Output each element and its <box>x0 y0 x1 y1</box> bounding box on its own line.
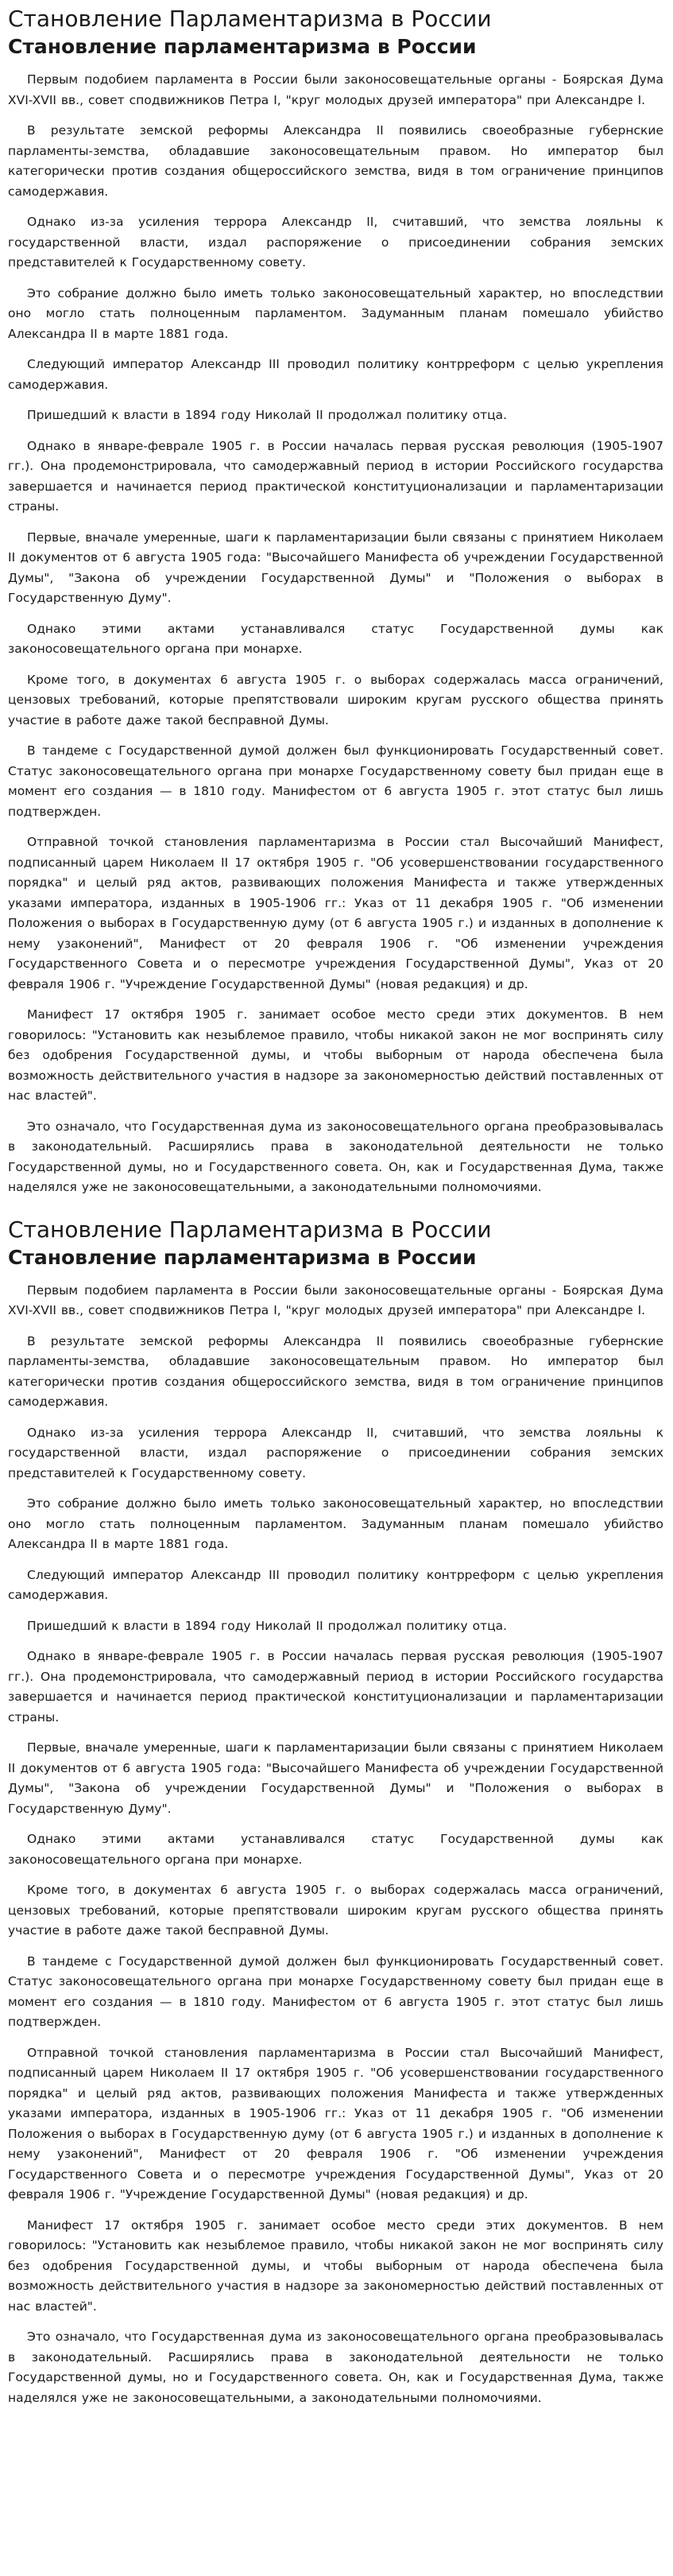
paragraph: Кроме того, в документах 6 августа 1905 г. о выборах содержалась масса ограничений, цензовых требований, которые препятствовали широким кругам русского общества принять участие в работе даже такой бесправной Думы. <box>8 1883 663 1938</box>
paragraph: Пришедший к власти в 1894 году Николай II продолжал политику отца. <box>27 408 508 422</box>
site-title: Становление Парламентаризма в России <box>8 1216 492 1243</box>
paragraph: Следующий император Александр III проводил политику контрреформ с целью укрепления самодержавия. <box>8 1567 663 1602</box>
paragraph: Однако из-за усиления террора Александр II, считавший, что земства лояльны к государственной власти, издал распоряжение о присоединении собрания земских представителей к Государственному совету. <box>8 215 663 270</box>
paragraph: В тандеме с Государственной думой должен был функционировать Государственный совет. Статус законосовещательного органа при монархе Государственному совету был придан еще в момент его создания — в 1810 году. Манифестом от 6 августа 1905 г. этот статус был лишь подтвержден. <box>8 743 663 819</box>
paragraph: Кроме того, в документах 6 августа 1905 г. о выборах содержалась масса ограничений, цензовых требований, которые препятствовали широким кругам русского общества принять участие в работе даже такой бесправной Думы. <box>8 672 663 727</box>
paragraph: Пришедший к власти в 1894 году Николай II продолжал политику отца. <box>27 1618 508 1633</box>
paragraph: Отправной точкой становления парламентаризма в России стал Высочайший Манифест, подписанный царем Николаем II 17 октября 1905 г. "Об усовершенствовании государственного порядка" и целый ряд актов, развивающих положения Манифеста и также утвержденных указами императора, изданных в 1905-1906 гг.: Указ от 11 декабря 1905 г. "Об изменении Положения о выборах в Государственную думу (от 6 августа 1905 г.) и изданных в дополнение к нему узаконений", Манифест от 20 февраля 1906 г. "Об изменении учреждения Государственного Совета и о пересмотре учреждения Государственной Думы", Указ от 20 февраля 1906 г. "Учреждение Государственной Думы" (новая редакция) и др. <box>8 835 663 991</box>
paragraph: Манифест 17 октября 1905 г. занимает особое место среди этих документов. В нем говорилось: "Установить как незыблемое правило, чтобы никакой закон не мог воспринять силу без одобрения Государственной думы, и чтобы выборным от народа обеспечена была возможность действительного участия в надзоре за закономерностью действий поставленных от нас властей". <box>8 2217 663 2314</box>
paragraph: Однако этими актами устанавливался статус Государственной думы как законосовещательного органа при монархе. <box>8 621 663 656</box>
paragraph: Однако из-за усиления террора Александр II, считавший, что земства лояльны к государственной власти, издал распоряжение о присоединении собрания земских представителей к Государственному совету. <box>8 1425 663 1480</box>
article-block-1 <box>8 5 663 1198</box>
paragraph: Первым подобием парламента в России были законосовещательные органы - Боярская Дума XVI-XVII вв., совет сподвижников Петра I, "круг молодых друзей императора" при Александре I. <box>8 72 663 107</box>
paragraph: Первые, вначале умеренные, шаги к парламентаризации были связаны с принятием Николаем II документов от 6 августа 1905 года: "Высочайшего Манифеста об учреждении Государственной Думы", "Закона об учреждении Государственной Думы" и "Положения о выборах в Государственную Думу". <box>8 1740 663 1816</box>
paragraph: Однако в январе-феврале 1905 г. в России началась первая русская революция (1905-1907 гг.). Она продемонстрировала, что самодержавный период в истории Российского государства завершается и начинается период практической конституционализации и парламентаризации страны. <box>8 438 663 514</box>
paragraph: Однако в январе-феврале 1905 г. в России началась первая русская революция (1905-1907 гг.). Она продемонстрировала, что самодержавный период в истории Российского государства завершается и начинается период практической конституционализации и парламентаризации страны. <box>8 1649 663 1724</box>
paragraph: В результате земской реформы Александра II появились своеобразные губернские парламенты-земства, обладавшие законосовещательным правом. Но император был категорически против создания общероссийского земства, видя в том ограничение принципов самодержавия. <box>8 1333 663 1409</box>
paragraph: Это собрание должно было иметь только законосовещательный характер, но впоследствии оно могло стать полноценным парламентом. Задуманным планам помешало убийство Александра II в марте 1881 года. <box>8 285 663 341</box>
article-body <box>8 1281 663 2409</box>
paragraph: Отправной точкой становления парламентаризма в России стал Высочайший Манифест, подписанный царем Николаем II 17 октября 1905 г. "Об усовершенствовании государственного порядка" и целый ряд актов, развивающих положения Манифеста и также утвержденных указами императора, изданных в 1905-1906 гг.: Указ от 11 декабря 1905 г. "Об изменении Положения о выборах в Государственную думу (от 6 августа 1905 г.) и изданных в дополнение к нему узаконений", Манифест от 20 февраля 1906 г. "Об изменении учреждения Государственного Совета и о пересмотре учреждения Государственной Думы", Указ от 20 февраля 1906 г. "Учреждение Государственной Думы" (новая редакция) и др. <box>8 2045 663 2202</box>
paragraph: Следующий император Александр III проводил политику контрреформ с целью укрепления самодержавия. <box>8 357 663 392</box>
paragraph: Первые, вначале умеренные, шаги к парламентаризации были связаны с принятием Николаем II документов от 6 августа 1905 года: "Высочайшего Манифеста об учреждении Государственной Думы", "Закона об учреждении Государственной Думы" и "Положения о выборах в Государственную Думу". <box>8 530 663 605</box>
paragraph: Это собрание должно было иметь только законосовещательный характер, но впоследствии оно могло стать полноценным парламентом. Задуманным планам помешало убийство Александра II в марте 1881 года. <box>8 1496 663 1551</box>
paragraph: Первым подобием парламента в России были законосовещательные органы - Боярская Дума XVI-XVII вв., совет сподвижников Петра I, "круг молодых друзей императора" при Александре I. <box>8 1282 663 1317</box>
article-body <box>8 70 663 1198</box>
article-block-2 <box>8 1216 663 2409</box>
paragraph: Однако этими актами устанавливался статус Государственной думы как законосовещательного органа при монархе. <box>8 1832 663 1867</box>
paragraph: В результате земской реформы Александра II появились своеобразные губернские парламенты-земства, обладавшие законосовещательным правом. Но император был категорически против создания общероссийского земства, видя в том ограничение принципов самодержавия. <box>8 123 663 199</box>
paragraph: Это означало, что Государственная дума из законосовещательного органа преобразовывалась в законодательный. Расширялись права в законодательной деятельности не только Государственной думы, но и Государственного совета. Он, как и Государственная Дума, также наделялся уже не законосовещательными, а законодательными полномочиями. <box>8 1119 663 1194</box>
paragraph: Манифест 17 октября 1905 г. занимает особое место среди этих документов. В нем говорилось: "Установить как незыблемое правило, чтобы никакой закон не мог воспринять силу без одобрения Государственной думы, и чтобы выборным от народа обеспечена была возможность действительного участия в надзоре за закономерностью действий поставленных от нас властей". <box>8 1007 663 1103</box>
article-title: Становление парламентаризма в России <box>8 1245 477 1269</box>
paragraph: Это означало, что Государственная дума из законосовещательного органа преобразовывалась в законодательный. Расширялись права в законодательной деятельности не только Государственной думы, но и Государственного совета. Он, как и Государственная Дума, также наделялся уже не законосовещательными, а законодательными полномочиями. <box>8 2330 663 2405</box>
article-title: Становление парламентаризма в России <box>8 35 477 58</box>
paragraph: В тандеме с Государственной думой должен был функционировать Государственный совет. Статус законосовещательного органа при монархе Государственному совету был придан еще в момент его создания — в 1810 году. Манифестом от 6 августа 1905 г. этот статус был лишь подтвержден. <box>8 1953 663 2029</box>
site-title: Становление Парламентаризма в России <box>8 6 492 32</box>
